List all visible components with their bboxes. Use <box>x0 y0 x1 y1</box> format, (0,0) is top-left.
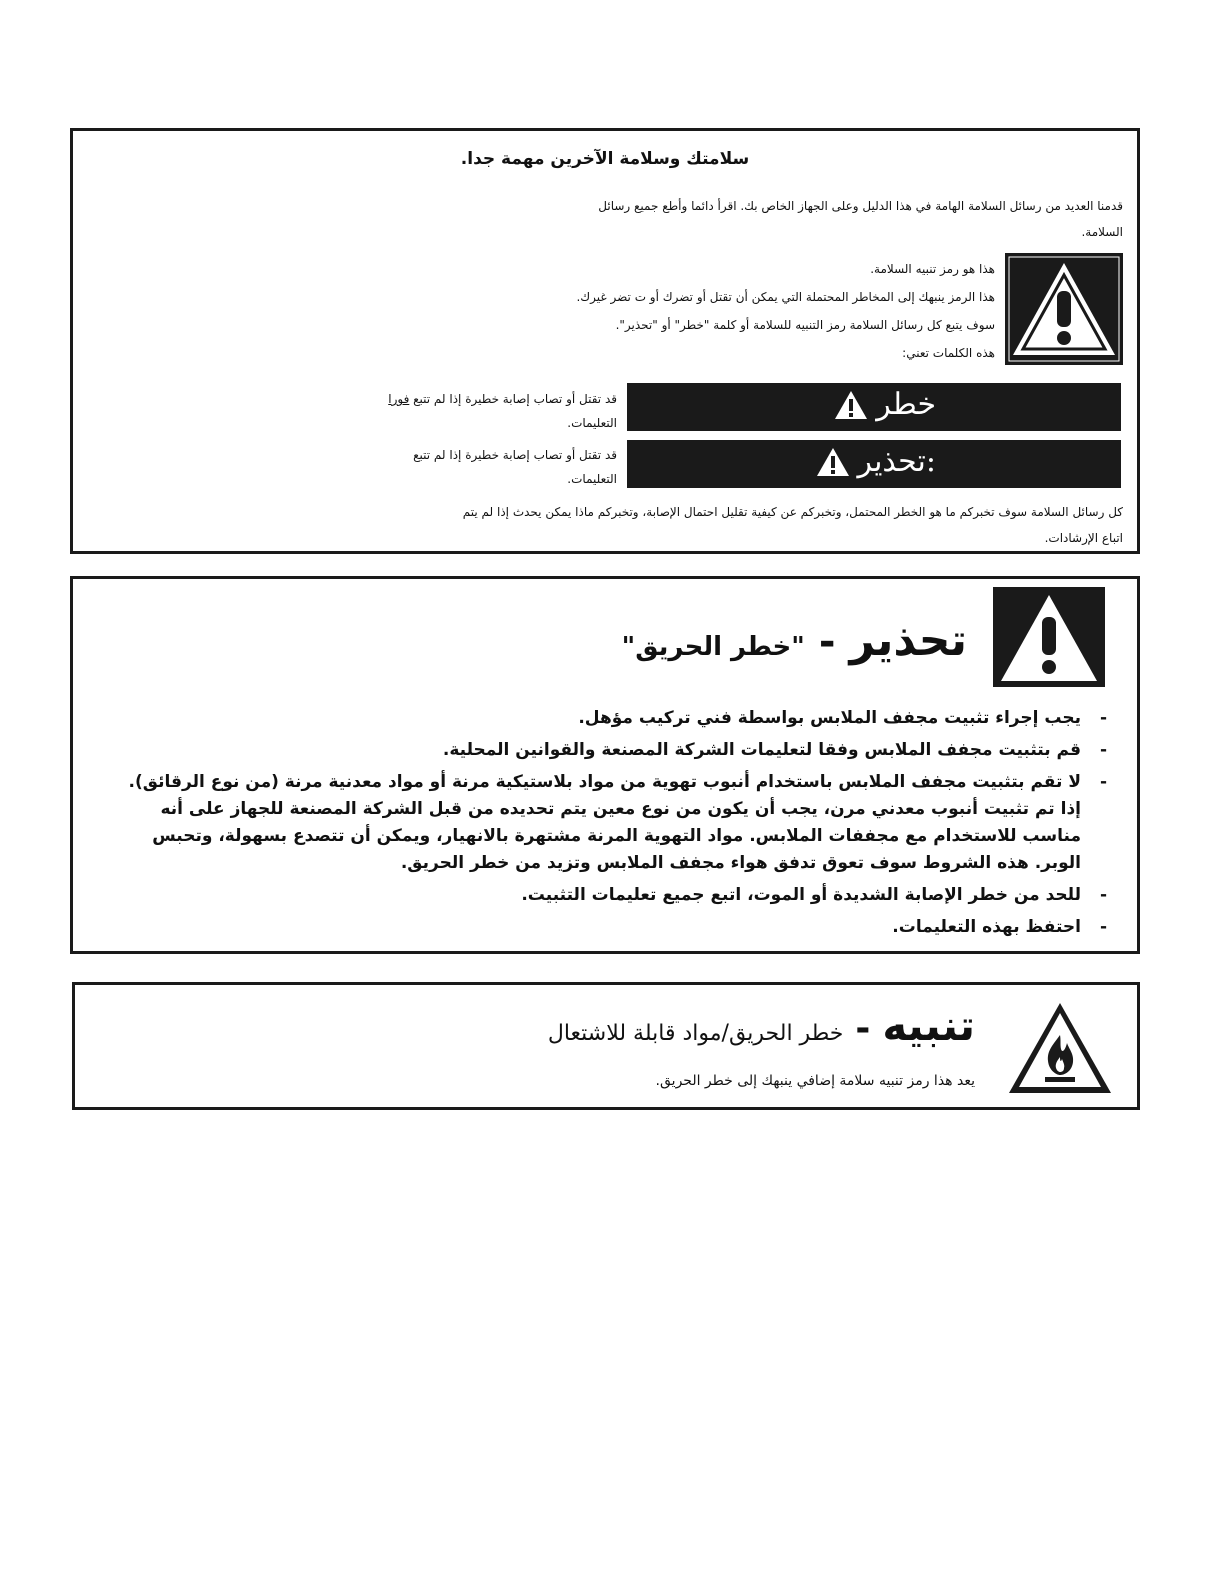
caution-subtitle: خطر الحريق/مواد قابلة للاشتعال <box>547 1021 844 1046</box>
list-item-text: لا تقم بتثبيت مجفف الملابس باستخدام أنبوب تهوية من مواد بلاستيكية مرنة أو مواد معدنية مرنة (من نوع الرقائق). إذا تم تثبيت أنبوب معدني مرن، يجب أن يكون من نوع معين يتم تحديده من قبل الشركة المصنعة للجهاز على أنه مناسب للاستخدام مع مجففات الملابس. مواد التهوية المرنة مشتهرة بالانهيار، ويمكن أن تتصدع بسهولة، وتحبس الوبر. هذه الشروط سوف تعوق تدفق هواء مجفف الملابس وتزيد من خطر الحريق. <box>128 772 1081 873</box>
danger-signal-bar <box>627 383 1121 431</box>
caution-title: تنبيه <box>882 1001 975 1050</box>
flammable-fire-icon <box>1005 999 1115 1097</box>
alert-line: هذه الكلمات تعني: <box>902 346 995 360</box>
list-item-text: يجب إجراء تثبيت مجفف الملابس بواسطة فني تركيب مؤهل. <box>578 708 1081 728</box>
fire-warning-heading <box>622 615 967 666</box>
warning-alert-icon <box>993 587 1105 687</box>
danger-desc-tail: التعليمات. <box>567 416 617 430</box>
safety-summary: كل رسائل السلامة سوف تخبركم ما هو الخطر المحتمل، وتخبركم عن كيفية تقليل احتمال الإصابة، وتخبركم ماذا يمكن يحدث إذا لم يتم اتباع الإرشادات. <box>462 505 1123 545</box>
alert-line: هذا الرمز ينبهك إلى المخاطر المحتملة التي يمكن أن تقتل أو تضرك أو ت تضر غيرك. <box>576 290 995 304</box>
list-bullet: - <box>1099 917 1107 937</box>
title-separator: - <box>855 1008 871 1049</box>
danger-word: خطر <box>876 387 936 422</box>
warning-triangle-icon <box>816 447 850 477</box>
safety-title: سلامتك وسلامة الآخرين مهمة جدا. <box>460 149 750 169</box>
title-separator: - <box>818 619 836 665</box>
safety-info-box <box>70 128 1140 554</box>
safety-alert-icon <box>1005 253 1123 365</box>
list-item <box>117 737 1107 764</box>
list-item <box>117 882 1107 909</box>
caution-heading <box>548 1001 975 1050</box>
list-item <box>117 705 1107 732</box>
warning-signal-bar <box>627 440 1121 488</box>
danger-description <box>367 387 617 435</box>
list-item <box>117 914 1107 941</box>
caution-flammable-box <box>72 982 1140 1110</box>
alert-symbol-explanation <box>535 255 995 367</box>
warning-word: :تحذير <box>857 444 936 479</box>
warning-triangle-icon <box>834 390 868 420</box>
list-item-text: قم بتثبيت مجفف الملابس وفقا لتعليمات الشركة المصنعة والقوانين المحلية. <box>442 740 1081 760</box>
caution-description: يعد هذا رمز تنبيه سلامة إضافي ينبهك إلى خطر الحريق. <box>655 1073 975 1089</box>
list-item-text: للحد من خطر الإصابة الشديدة أو الموت، اتبع جميع تعليمات التثبيت. <box>521 885 1081 905</box>
danger-desc-underlined: فورا <box>388 392 410 406</box>
alert-line: سوف يتبع كل رسائل السلامة رمز التنبيه للسلامة أو كلمة "خطر" أو "تحذير". <box>615 318 995 332</box>
list-bullet: - <box>1099 772 1107 792</box>
safety-intro: قدمنا العديد من رسائل السلامة الهامة في هذا الدليل وعلى الجهاز الخاص بك. اقرأ دائما وأطع جميع رسائل السلامة. <box>598 199 1123 239</box>
fire-hazard-subtitle: "خطر الحريق" <box>621 632 805 662</box>
fire-warning-list <box>117 705 1107 946</box>
warning-title: تحذير <box>849 615 967 666</box>
danger-desc-text: قد تقتل أو تصاب إصابة خطيرة إذا لم تتبع <box>409 392 617 406</box>
list-item <box>117 769 1107 877</box>
fire-hazard-warning-box <box>70 576 1140 954</box>
list-bullet: - <box>1099 885 1107 905</box>
warning-description: قد تقتل أو تصاب إصابة خطيرة إذا لم تتبع التعليمات. <box>413 448 617 486</box>
alert-line: هذا هو رمز تنبيه السلامة. <box>870 262 995 276</box>
list-bullet: - <box>1099 708 1107 728</box>
list-bullet: - <box>1099 740 1107 760</box>
list-item-text: احتفظ بهذه التعليمات. <box>892 917 1081 937</box>
